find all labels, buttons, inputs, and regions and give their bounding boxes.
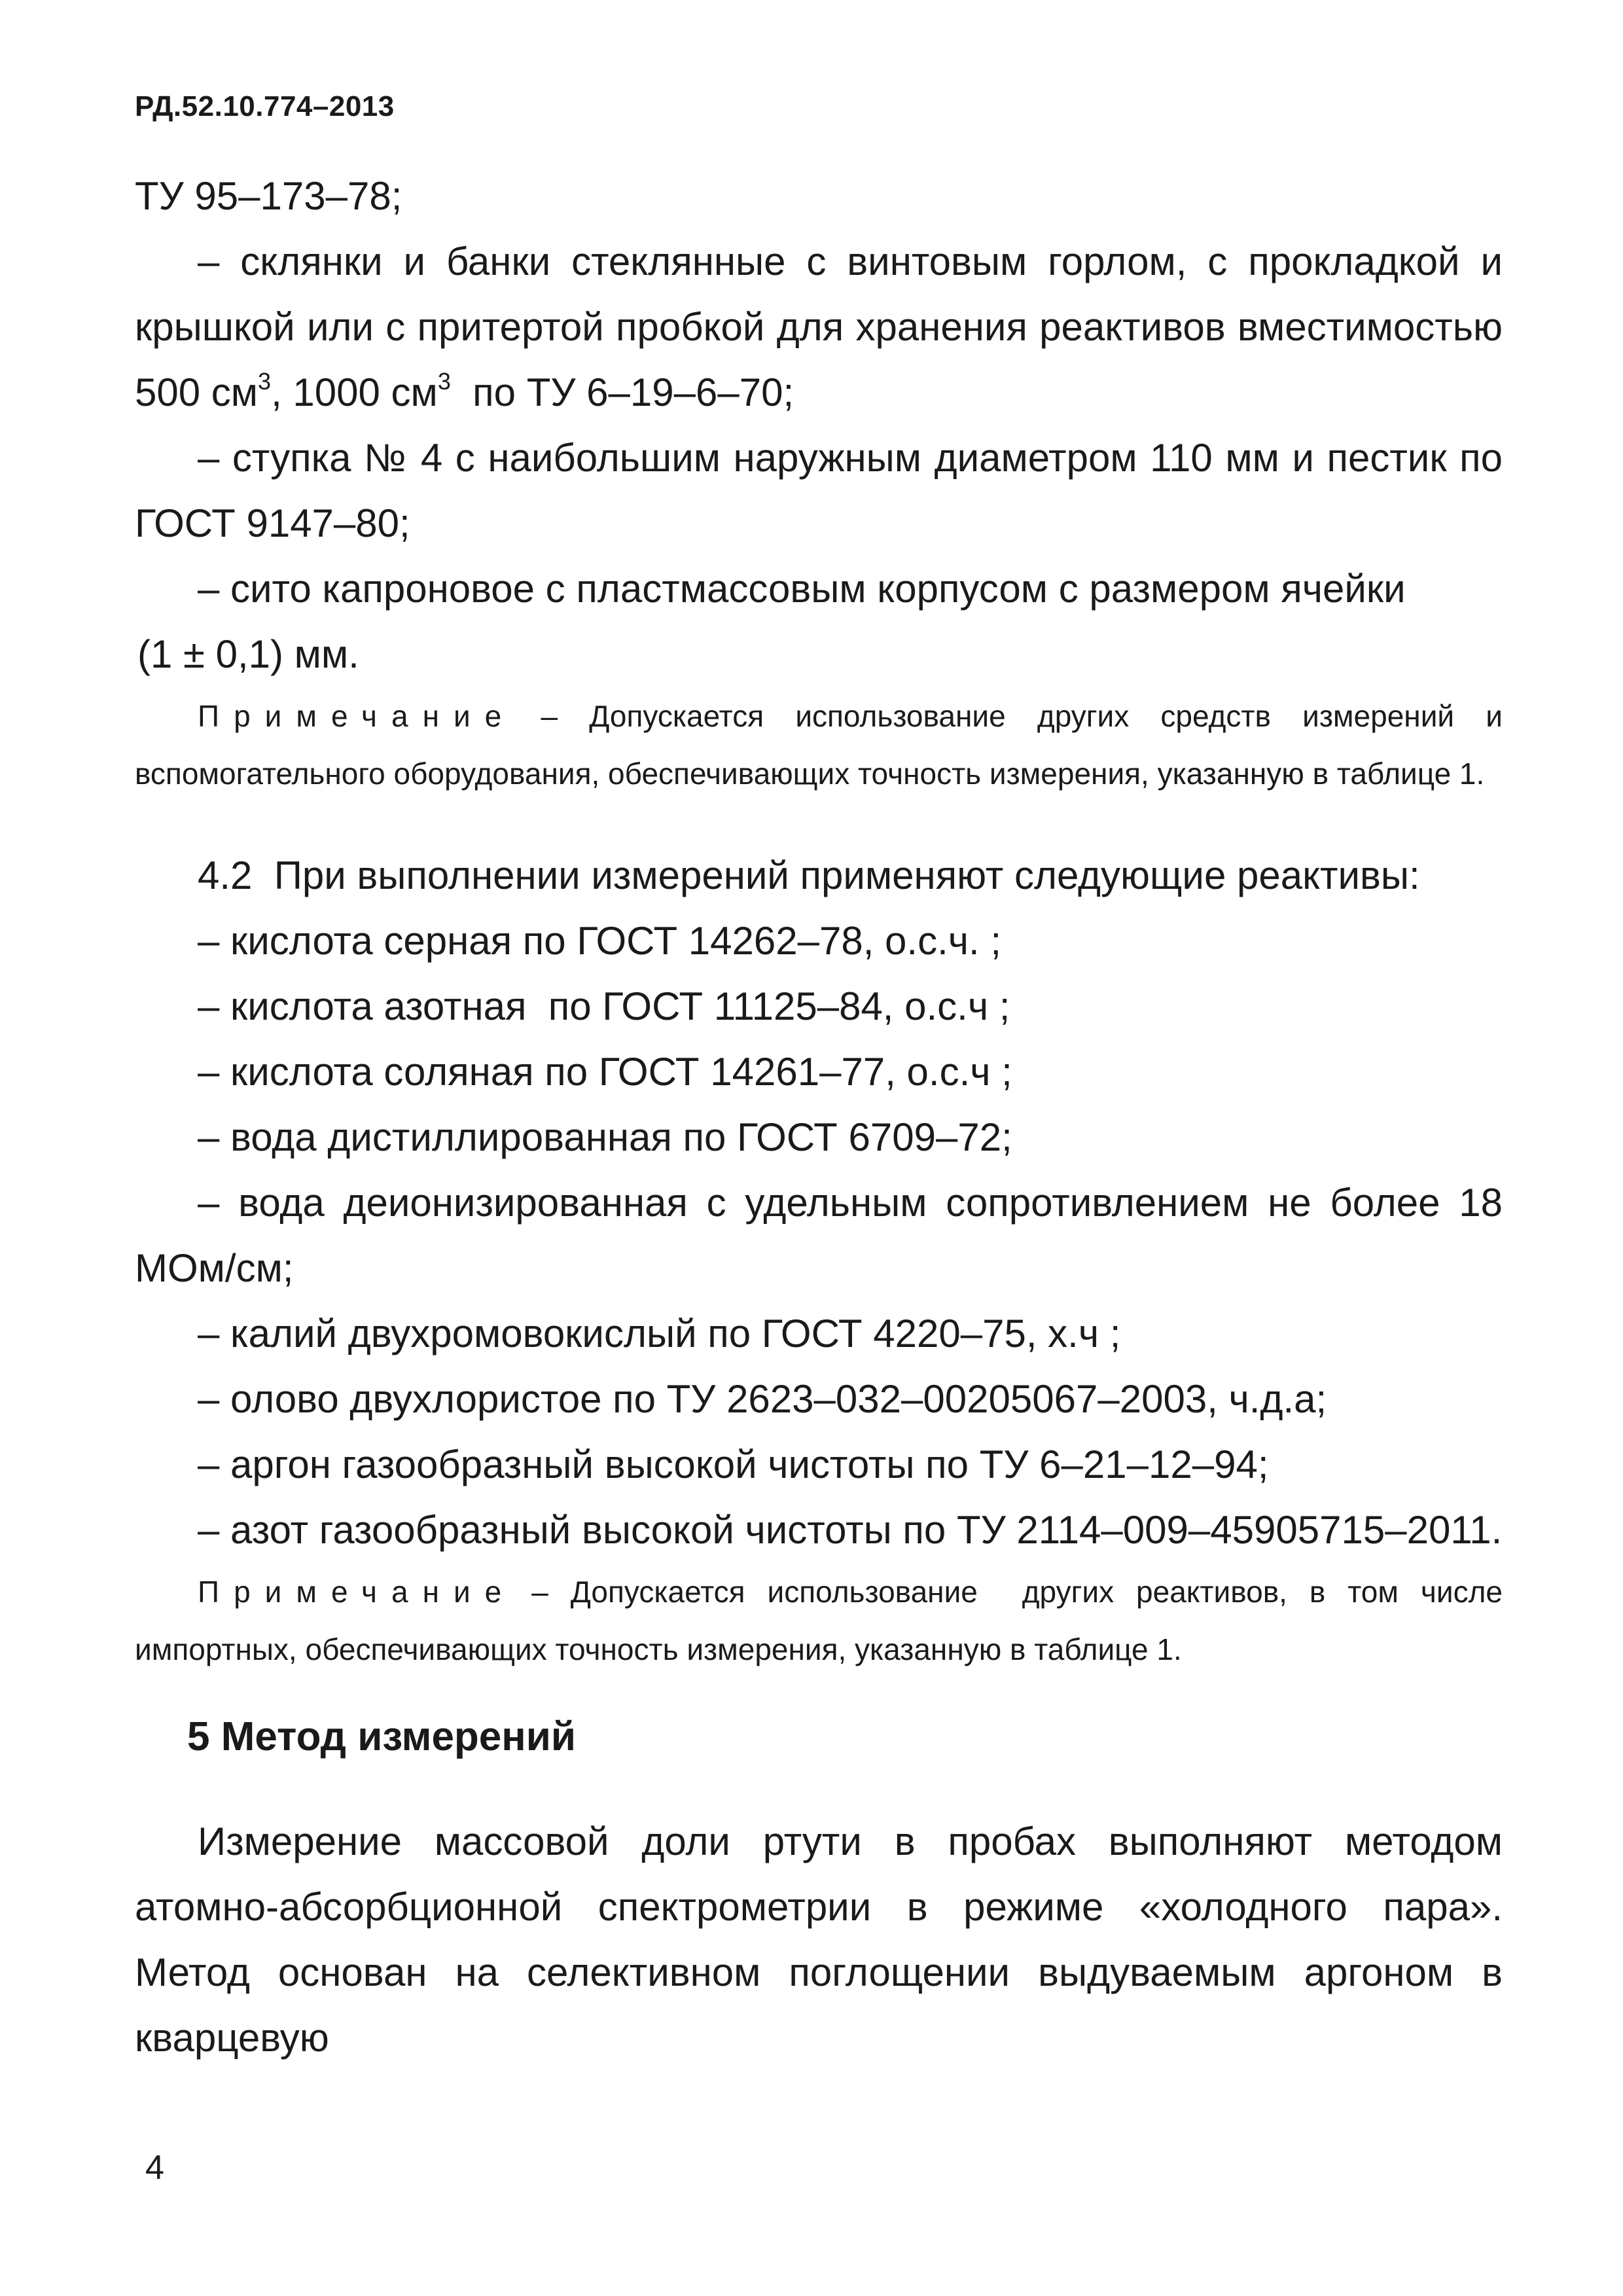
spacer — [135, 1678, 1503, 1704]
reagent-item: – кислота азотная по ГОСТ 11125–84, о.с.ч ; — [198, 984, 1010, 1028]
page-content — [135, 164, 1511, 2071]
reagent-item: – вода деионизированная с удельным сопротивлением не более 18 МОм/см; — [135, 1181, 1503, 1290]
note-label: Примечание — [198, 699, 516, 733]
reagent-item: – азот газообразный высокой чистоты по ТУ 2114–009–45905715–2011. — [198, 1508, 1503, 1552]
equipment-item-sieve: – сито капроновое с пластмассовым корпусом с размером ячейки — [198, 567, 1406, 611]
note-text: – Допускается использование других реактивов, в том числе импортных, обеспечивающих точность измерения, указанную в таблице 1. — [135, 1575, 1511, 1666]
reagent-item: – аргон газообразный высокой чистоты по ТУ 6–21–12–94; — [198, 1443, 1269, 1486]
reagent-item: – кислота серная по ГОСТ 14262–78, о.с.ч. ; — [198, 919, 1002, 963]
note-equipment — [135, 687, 1503, 802]
equipment-item-jars — [135, 229, 1503, 425]
equipment-line-tu: ТУ 95–173–78; — [135, 174, 402, 218]
equipment-item-sieve-size: (1 ± 0,1) мм. — [137, 632, 359, 676]
spacer — [135, 802, 1503, 843]
note-reagents — [135, 1563, 1511, 1678]
reagent-item: – вода дистиллированная по ГОСТ 6709–72; — [198, 1115, 1012, 1159]
note-text: – Допускается использование других средств измерений и вспомогательного оборудования, обеспечивающих точность измерения, указанную в таблице 1. — [135, 699, 1503, 791]
spacer — [135, 1770, 1503, 1809]
superscript-3-a: 3 — [258, 368, 272, 395]
page-number: 4 — [145, 2149, 164, 2187]
method-paragraph: Измерение массовой доли ртути в пробах выполняют методом атомно-абсорбционной спектрометрии в режиме «холодного пара». Метод основан на селективном поглощении выдуваемым аргоном в кварцевую — [135, 1820, 1503, 2060]
reagents-intro: 4.2 При выполнении измерений применяют следующие реактивы: — [198, 853, 1420, 897]
reagent-item: – кислота соляная по ГОСТ 14261–77, о.с.ч ; — [198, 1050, 1012, 1094]
reagent-item: – калий двухромовокислый по ГОСТ 4220–75, х.ч ; — [198, 1312, 1121, 1355]
reagent-item: – олово двухлористое по ТУ 2623–032–00205067–2003, ч.д.а; — [198, 1377, 1327, 1421]
jars-text-a: – склянки и банки стеклянные с винтовым горлом, с прокладкой и крышкой или с притертой пробкой для хранения реактивов вместимостью 500 см — [135, 240, 1503, 414]
jars-text-b: , 1000 см — [271, 370, 438, 414]
superscript-3-b: 3 — [437, 368, 451, 395]
document-code-header: РД.52.10.774–2013 — [135, 90, 395, 122]
jars-text-c: по ТУ 6–19–6–70; — [450, 370, 794, 414]
equipment-item-mortar: – ступка № 4 с наибольшим наружным диаметром 110 мм и пестик по ГОСТ 9147–80; — [135, 436, 1503, 545]
section-heading: 5 Метод измерений — [187, 1714, 576, 1759]
note-label: Примечание — [198, 1575, 516, 1609]
